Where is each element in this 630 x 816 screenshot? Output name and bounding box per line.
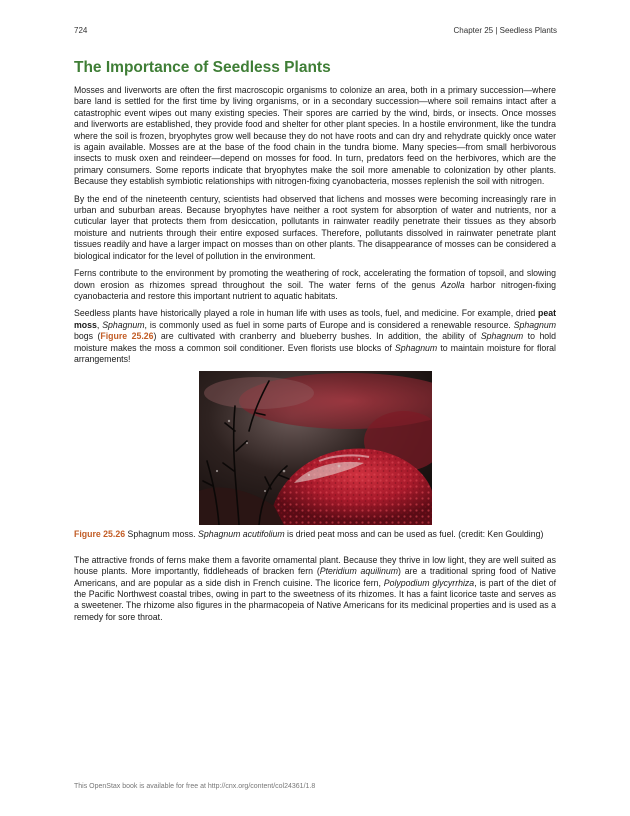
page-number: 724 <box>74 26 88 35</box>
paragraph-5 <box>74 555 556 623</box>
genus-sphagnum: Sphagnum <box>513 319 556 330</box>
paragraph-3 <box>74 268 556 302</box>
paragraph-2: By the end of the nineteenth century, scientists had observed that lichens and mosses were becoming increasingly rare in urban and suburban areas. Because bryophytes have neither a root system for absorption of water and nutrients, nor a cuticular layer that protects them from desiccation, pollutants in rainwater readily penetrate their tissues as they absorb moisture and nutrients through their entire exposed surfaces. Therefore, pollutants dissolved in rainwater penetrate plant tissues readily and have a larger impact on mosses than on other plants. The disappearance of mosses can be considered a biological indicator for the level of pollution in the environment. <box>74 193 556 261</box>
text-run: to hold moisture makes the moss a common soil conditioner. Even florists use blocks of <box>74 331 556 353</box>
paragraph-1: Mosses and liverworts are often the first macroscopic organisms to colonize an area, both in a primary succession—where bare land is settled for the first time by living organisms, or in a secondary succession—where soil remains intact after a catastrophic event wipes out many existing species. Their spores are carried by the wind, birds, or insects. Once mosses and liverworts are established, they provide food and shelter for other plant species. In a hostile environment, like the tundra where the soil is frozen, bryophytes grow well because they do not have roots and can dry and rehydrate quickly once water is again available. Mosses are at the base of the food chain in the tundra biome. Many species—from small herbivorous insects to musk oxen and reindeer—depend on mosses for food. In turn, predators feed on the herbivores, which are the primary consumers. Some reports indicate that bryophytes make the soil more amenable to colonization by other plants. Because they establish symbiotic relationships with nitrogen-fixing cyanobacteria, mosses replenish the soil with nitrogen. <box>74 85 556 187</box>
main-content <box>74 59 556 629</box>
text-run: Seedless plants have historically played a role in human life with uses as tools, fuel, and medicine. For example, dried <box>74 308 538 319</box>
figure-sphagnum-photo <box>199 371 432 525</box>
text-run: bogs ( <box>74 331 101 342</box>
species-polypodium: Polypodium glycyrrhiza <box>383 577 475 588</box>
section-title: The Importance of Seedless Plants <box>74 59 331 76</box>
genus-sphagnum: Sphagnum <box>480 331 524 342</box>
text-run: The attractive fronds of ferns make them a favorite ornamental plant. Because they thrive in low light, they are well suited as house plants. More importantly, fiddleheads of bracken fern ( <box>74 554 556 577</box>
text-run: , <box>96 319 103 330</box>
running-header: Chapter 25 | Seedless Plants <box>453 26 557 35</box>
figure-caption <box>74 529 556 540</box>
page-footer: This OpenStax book is available for free at http://cnx.org/content/col24361/1.8 <box>74 783 316 790</box>
genus-azolla: Azolla <box>440 279 465 290</box>
text-run: harbor nitrogen-fixing cyanobacteria and restore this important nutrient to aquatic habitats. <box>74 279 556 301</box>
species-pteridium: Pteridium aquilinum <box>319 566 398 577</box>
sphagnum-moss-image <box>199 371 432 525</box>
key-term-peat-moss: peat moss <box>74 308 556 330</box>
species-name: Sphagnum acutifolium <box>198 529 285 540</box>
text-run: is dried peat moss and can be used as fuel. (credit: Ken Goulding) <box>284 529 544 540</box>
paragraph-4 <box>74 308 556 365</box>
genus-sphagnum: Sphagnum <box>102 319 145 330</box>
genus-sphagnum: Sphagnum <box>394 342 438 353</box>
text-run: , is part of the diet of the Pacific Northwest coastal tribes, owing in part to the sweetness of its rhizomes. It has a faint licorice taste and serves as a sweetener. The rhizome also figures in the pharmacopeia of Native Americans for its medicinal properties and is used as a remedy for sore throat. <box>74 577 557 622</box>
text-run: to maintain moisture for floral arrangements! <box>74 342 556 364</box>
text-run: , is commonly used as fuel in some parts of Europe and is considered a renewable resource. <box>144 319 514 330</box>
text-run: ) are a traditional spring food of Native Americans, and are popular as a side dish in French cuisine. The licorice fern, <box>74 566 556 588</box>
text-run: Ferns contribute to the environment by promoting the weathering of rock, accelerating the formation of topsoil, and slowing down erosion as rhizomes spread throughout the soil. The water ferns of the genus <box>74 268 556 290</box>
text-run: Sphagnum moss. <box>125 529 199 540</box>
text-run: ) are cultivated with cranberry and blueberry bushes. In addition, the ability of <box>153 331 481 342</box>
figure-label: Figure 25.26 <box>74 529 126 540</box>
figure-reference-link[interactable]: Figure 25.26 <box>100 331 154 342</box>
